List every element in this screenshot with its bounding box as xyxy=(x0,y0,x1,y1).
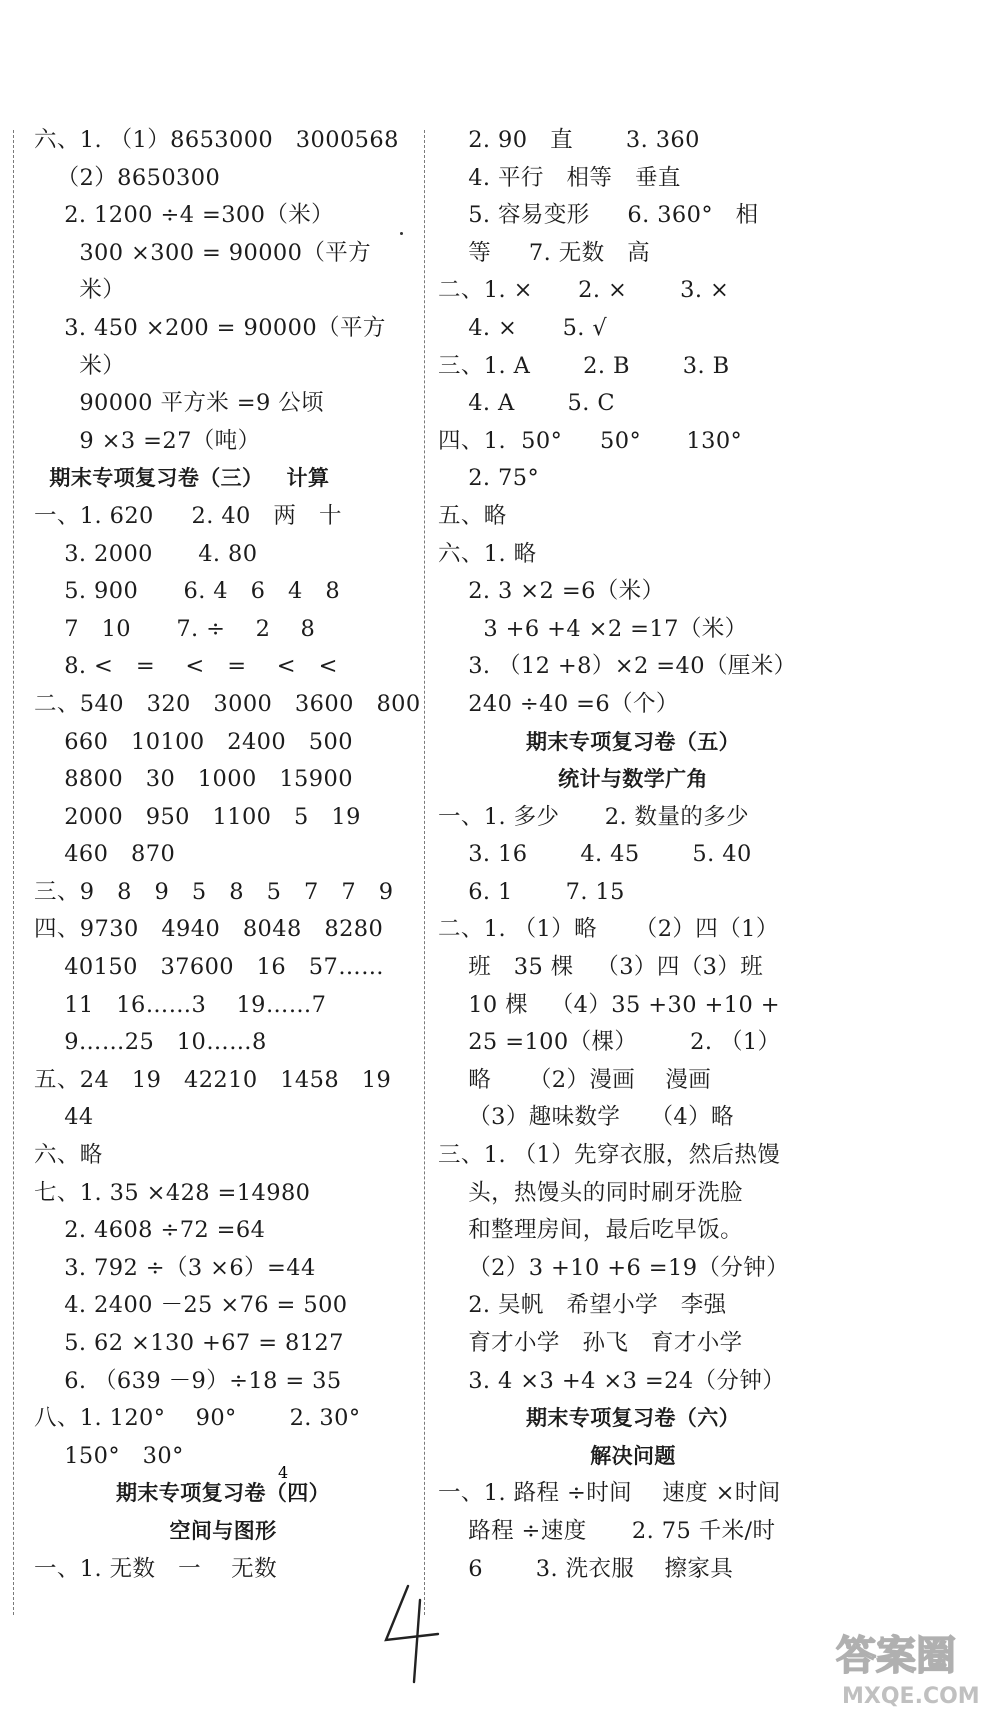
left-answer-line: 3. 792 ÷（3 ×6）=44 xyxy=(34,1254,316,1281)
right-answer-line: 4. × 5. √ xyxy=(438,314,608,341)
left-answer-line: 六、1. （1）8653000 3000568 xyxy=(34,127,399,153)
left-answer-line: 660 10100 2400 500 xyxy=(34,728,353,755)
right-answer-line: 一、1. 路程 ÷时间 速度 ×时间 xyxy=(438,1480,781,1507)
left-answer-line: 3. 450 ×200 = 90000（平方 xyxy=(34,314,386,341)
right-answer-line: 班 35 棵 （3）四（3）班 xyxy=(438,954,764,981)
left-answer-line: 460 870 xyxy=(34,841,176,868)
left-answer-line: 2. 1200 ÷4 =300（米） xyxy=(34,202,335,229)
left-answer-line: 7 10 7. ÷ 2 8 xyxy=(34,615,316,642)
left-answer-line: 40150 37600 16 57…… xyxy=(34,954,384,981)
right-answer-line: 6 3. 洗衣服 擦家具 xyxy=(438,1555,734,1582)
left-answer-line: 二、540 320 3000 3600 800 xyxy=(34,690,421,717)
left-section-heading: 期末专项复习卷（四） xyxy=(116,1481,330,1506)
left-section-heading: 空间与图形 xyxy=(169,1518,277,1543)
left-answer-line: 一、1. 620 2. 40 两 十 xyxy=(34,502,342,529)
right-answer-line: （3）趣味数学 （4）略 xyxy=(438,1104,734,1131)
right-answer-line: 2. 90 直 3. 360 xyxy=(438,127,700,153)
left-answer-line: 6. （639 －9）÷18 = 35 xyxy=(34,1367,342,1394)
right-section-heading: 期末专项复习卷（六） xyxy=(526,1406,740,1431)
right-answer-line: 3 +6 +4 ×2 =17（米） xyxy=(438,615,748,642)
left-answer-line: 米） xyxy=(34,352,126,379)
left-answer-line: 300 ×300 = 90000（平方 xyxy=(34,239,372,266)
right-answer-line: 240 ÷40 =6（个） xyxy=(438,690,679,717)
right-section-heading: 解决问题 xyxy=(590,1443,676,1468)
left-answer-line: 2000 950 1100 5 19 xyxy=(34,803,361,830)
right-answer-line: 3. 16 4. 45 5. 40 xyxy=(438,841,752,868)
right-answer-line: 五、略 xyxy=(438,502,507,529)
left-answer-line: 米） xyxy=(34,277,126,304)
right-answer-line: 三、1. A 2. B 3. B xyxy=(438,352,730,379)
left-answer-column xyxy=(34,122,421,1588)
right-answer-line: 3. 4 ×3 +4 ×3 =24（分钟） xyxy=(438,1367,786,1394)
left-answer-line: 八、1. 120° 90° 2. 30° xyxy=(34,1405,361,1432)
right-answer-line: 5. 容易变形 6. 360° 相 xyxy=(438,202,759,229)
handwritten-page-number xyxy=(278,1463,458,1688)
left-dashed-rule xyxy=(13,130,14,1615)
left-answer-line: 五、24 19 42210 1458 19 xyxy=(34,1066,392,1093)
right-answer-line: 3. （12 +8）×2 =40（厘米） xyxy=(438,653,797,680)
right-answer-line: 2. 3 ×2 =6（米） xyxy=(438,578,665,605)
right-answer-line: 4. 平行 相等 垂直 xyxy=(438,164,681,191)
page-number-text: 4 xyxy=(278,1463,289,1482)
right-answer-line: 10 棵 （4）35 +30 +10 + xyxy=(438,991,780,1018)
left-answer-line: 七、1. 35 ×428 =14980 xyxy=(34,1179,311,1206)
right-answer-line: 四、1. 50° 50° 130° xyxy=(438,427,743,454)
left-section-heading: 期末专项复习卷（三） 计算 xyxy=(34,466,330,491)
right-answer-column xyxy=(438,122,828,1588)
right-answer-line: 6. 1 7. 15 xyxy=(438,878,625,905)
left-answer-line: 11 16……3 19……7 xyxy=(34,991,327,1018)
left-answer-line: 3. 2000 4. 80 xyxy=(34,540,258,567)
right-section-heading: 统计与数学广角 xyxy=(558,767,708,792)
right-answer-line: 二、1. × 2. × 3. × xyxy=(438,277,730,304)
right-answer-line: 头，热馒头的同时刷牙洗脸 xyxy=(438,1179,744,1206)
right-answer-line: 4. A 5. C xyxy=(438,390,615,417)
left-answer-line: 三、9 8 9 5 8 5 7 7 9 xyxy=(34,878,394,905)
left-answer-line: 5. 900 6. 4 6 4 8 xyxy=(34,578,341,605)
left-answer-line: 9 ×3 =27（吨） xyxy=(34,427,261,454)
watermark-url: MXQE.COM xyxy=(842,1684,980,1709)
right-answer-line: （2）3 +10 +6 =19（分钟） xyxy=(438,1254,790,1281)
right-answer-line: 2. 吴帆 希望小学 李强 xyxy=(438,1292,727,1319)
right-answer-line: 2. 75° xyxy=(438,465,540,492)
right-section-heading: 期末专项复习卷（五） xyxy=(526,729,740,754)
middle-dashed-rule xyxy=(424,130,425,1615)
right-answer-line: 略 （2）漫画 漫画 xyxy=(438,1066,712,1093)
right-answer-line: 和整理房间，最后吃早饭。 xyxy=(438,1217,744,1244)
left-answer-line: 四、9730 4940 8048 8280 xyxy=(34,916,384,943)
right-answer-line: 等 7. 无数 高 xyxy=(438,239,651,266)
left-answer-line: 六、略 xyxy=(34,1142,103,1169)
watermark-logo xyxy=(832,1611,982,1711)
left-answer-line: 4. 2400 －25 ×76 = 500 xyxy=(34,1292,348,1319)
left-answer-line: （2）8650300 xyxy=(34,164,221,191)
right-answer-line: 六、1. 略 xyxy=(438,540,537,567)
left-answer-line: 90000 平方米 =9 公顷 xyxy=(34,390,325,417)
left-answer-line: 8800 30 1000 15900 xyxy=(34,766,353,793)
left-answer-line: 9……25 10……8 xyxy=(34,1029,267,1056)
left-answer-line: 8. < = < = < < xyxy=(34,653,338,680)
left-answer-line: 5. 62 ×130 +67 = 8127 xyxy=(34,1330,344,1356)
left-answer-line: 150° 30° xyxy=(34,1442,184,1469)
right-answer-line: 25 =100（棵） 2. （1） xyxy=(438,1029,781,1056)
left-answer-line: 一、1. 无数 一 无数 xyxy=(34,1555,277,1582)
right-answer-line: 二、1. （1）略 （2）四（1） xyxy=(438,916,779,943)
right-answer-line: 育才小学 孙飞 育才小学 xyxy=(438,1330,743,1356)
watermark-text: 答案圈 xyxy=(836,1633,956,1679)
right-answer-line: 一、1. 多少 2. 数量的多少 xyxy=(438,803,750,830)
right-answer-line: 路程 ÷速度 2. 75 千米/时 xyxy=(438,1517,776,1544)
right-answer-line: 三、1. （1）先穿衣服，然后热馒 xyxy=(438,1142,781,1169)
left-answer-line: 44 xyxy=(34,1104,94,1131)
left-answer-line: 2. 4608 ÷72 =64 xyxy=(34,1217,266,1244)
